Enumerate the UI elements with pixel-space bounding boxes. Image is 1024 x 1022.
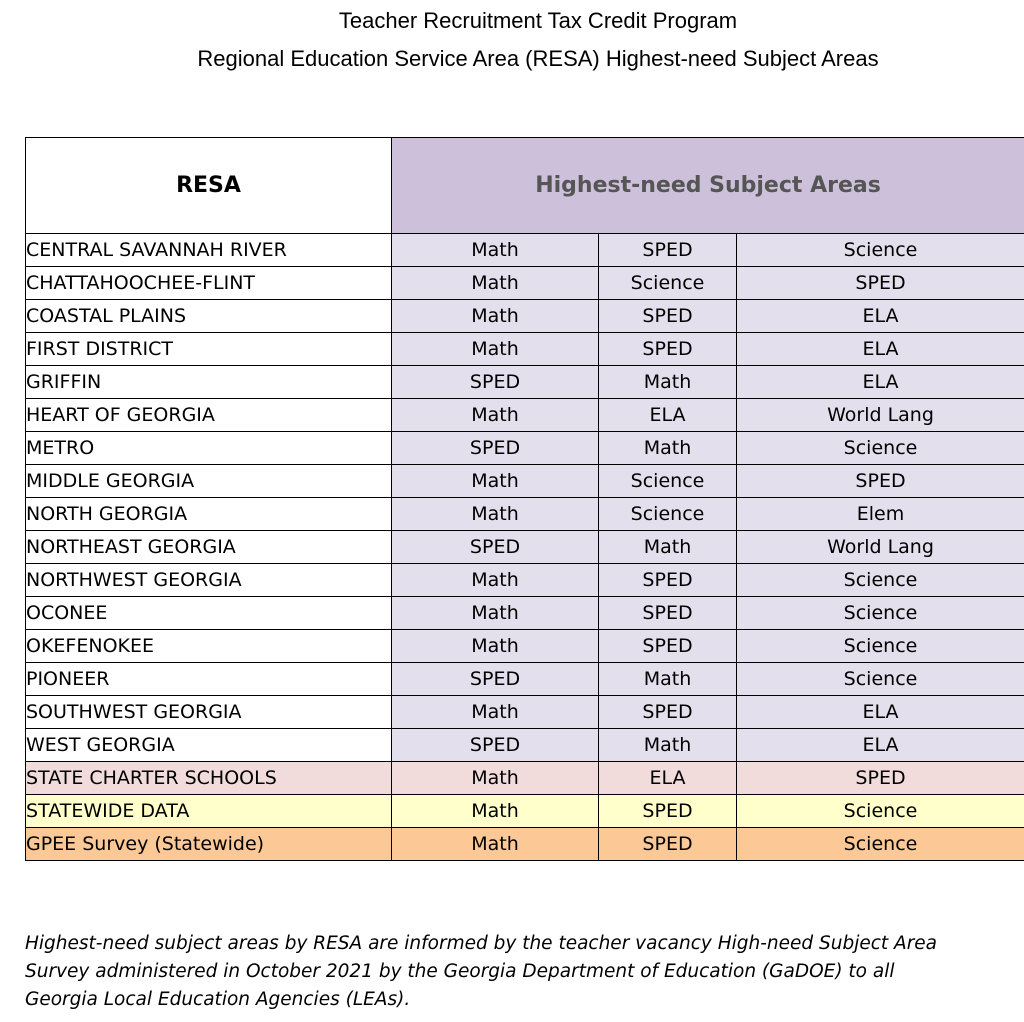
table-row [26, 333, 1024, 366]
resa-name-cell: OKEFENOKEE [26, 630, 392, 663]
table-row [26, 564, 1024, 597]
subject-cell-1: Math [392, 795, 599, 828]
subject-cell-3: Science [737, 234, 1024, 267]
subject-cell-3: ELA [737, 696, 1024, 729]
subject-cell-3: ELA [737, 729, 1024, 762]
subject-cell-2: Science [599, 498, 737, 531]
table-row [26, 267, 1024, 300]
subject-cell-1: Math [392, 234, 599, 267]
subject-cell-3: Science [737, 795, 1024, 828]
table-row [26, 399, 1024, 432]
subject-cell-3: Science [737, 564, 1024, 597]
resa-subject-table [25, 137, 1024, 861]
subject-cell-2: SPED [599, 333, 737, 366]
resa-name-cell: STATEWIDE DATA [26, 795, 392, 828]
subject-cell-1: Math [392, 564, 599, 597]
page-subtitle: Regional Education Service Area (RESA) Highest-need Subject Areas [197, 46, 879, 71]
resa-name-cell: STATE CHARTER SCHOOLS [26, 762, 392, 795]
subject-cell-2: Math [599, 432, 737, 465]
resa-name-cell: PIONEER [26, 663, 392, 696]
table-row [26, 465, 1024, 498]
subject-cell-2: Math [599, 531, 737, 564]
header-subject-areas: Highest-need Subject Areas [392, 138, 1024, 234]
table-row [26, 531, 1024, 564]
subject-cell-3: Science [737, 663, 1024, 696]
resa-name-cell: HEART OF GEORGIA [26, 399, 392, 432]
resa-name-cell: MIDDLE GEORGIA [26, 465, 392, 498]
table-row [26, 696, 1024, 729]
table-row [26, 597, 1024, 630]
subject-cell-1: Math [392, 465, 599, 498]
resa-name-cell: CENTRAL SAVANNAH RIVER [26, 234, 392, 267]
subject-cell-2: SPED [599, 597, 737, 630]
subject-cell-2: SPED [599, 564, 737, 597]
table-row [26, 366, 1024, 399]
subject-cell-1: Math [392, 597, 599, 630]
page-title: Teacher Recruitment Tax Credit Program [338, 8, 738, 33]
resa-name-cell: CHATTAHOOCHEE-FLINT [26, 267, 392, 300]
subject-cell-2: SPED [599, 300, 737, 333]
table-header-row [26, 138, 1024, 234]
subject-cell-2: ELA [599, 762, 737, 795]
subject-cell-3: SPED [737, 465, 1024, 498]
subject-cell-2: SPED [599, 696, 737, 729]
resa-name-cell: NORTHEAST GEORGIA [26, 531, 392, 564]
subject-cell-2: SPED [599, 234, 737, 267]
subject-cell-3: Science [737, 630, 1024, 663]
subject-cell-1: SPED [392, 531, 599, 564]
table-row [26, 498, 1024, 531]
subject-cell-3: Science [737, 432, 1024, 465]
subject-cell-2: ELA [599, 399, 737, 432]
table-row [26, 630, 1024, 663]
table-row [26, 828, 1024, 861]
subject-cell-1: Math [392, 399, 599, 432]
subject-cell-2: Math [599, 366, 737, 399]
subject-cell-3: SPED [737, 267, 1024, 300]
subject-cell-3: SPED [737, 762, 1024, 795]
resa-name-cell: OCONEE [26, 597, 392, 630]
resa-name-cell: SOUTHWEST GEORGIA [26, 696, 392, 729]
subject-cell-1: Math [392, 762, 599, 795]
resa-name-cell: GRIFFIN [26, 366, 392, 399]
subject-cell-3: Science [737, 597, 1024, 630]
subject-cell-3: Science [737, 828, 1024, 861]
subject-cell-1: SPED [392, 663, 599, 696]
resa-name-cell: NORTH GEORGIA [26, 498, 392, 531]
subject-cell-3: World Lang [737, 399, 1024, 432]
resa-name-cell: NORTHWEST GEORGIA [26, 564, 392, 597]
subject-cell-2: Math [599, 663, 737, 696]
resa-name-cell: FIRST DISTRICT [26, 333, 392, 366]
subject-cell-3: ELA [737, 333, 1024, 366]
subject-cell-2: SPED [599, 795, 737, 828]
subject-cell-1: Math [392, 498, 599, 531]
subject-cell-1: Math [392, 267, 599, 300]
table-row [26, 729, 1024, 762]
subject-cell-1: SPED [392, 366, 599, 399]
subject-cell-2: Science [599, 267, 737, 300]
table-row [26, 762, 1024, 795]
resa-name-cell: COASTAL PLAINS [26, 300, 392, 333]
subject-cell-2: SPED [599, 828, 737, 861]
subject-cell-1: Math [392, 696, 599, 729]
subject-cell-2: Science [599, 465, 737, 498]
table-row [26, 432, 1024, 465]
subject-cell-1: SPED [392, 432, 599, 465]
table-row [26, 795, 1024, 828]
subject-cell-1: SPED [392, 729, 599, 762]
subject-cell-1: Math [392, 630, 599, 663]
resa-name-cell: WEST GEORGIA [26, 729, 392, 762]
subject-cell-3: ELA [737, 300, 1024, 333]
table-row [26, 663, 1024, 696]
subject-cell-1: Math [392, 828, 599, 861]
subject-cell-2: Math [599, 729, 737, 762]
table-row [26, 234, 1024, 267]
resa-name-cell: GPEE Survey (Statewide) [26, 828, 392, 861]
subject-cell-1: Math [392, 333, 599, 366]
table-row [26, 300, 1024, 333]
subject-cell-3: World Lang [737, 531, 1024, 564]
header-resa: RESA [26, 138, 392, 234]
subject-cell-3: Elem [737, 498, 1024, 531]
subject-cell-1: Math [392, 300, 599, 333]
table-body [26, 234, 1024, 861]
subject-cell-2: SPED [599, 630, 737, 663]
subject-cell-3: ELA [737, 366, 1024, 399]
resa-name-cell: METRO [26, 432, 392, 465]
footnote: Highest-need subject areas by RESA are informed by the teacher vacancy High-need Subject Area Survey administered in October 2021 by the Georgia Department of Education (GaDOE) to all Georgia Local Education Agencies (LEAs). [25, 933, 938, 1010]
